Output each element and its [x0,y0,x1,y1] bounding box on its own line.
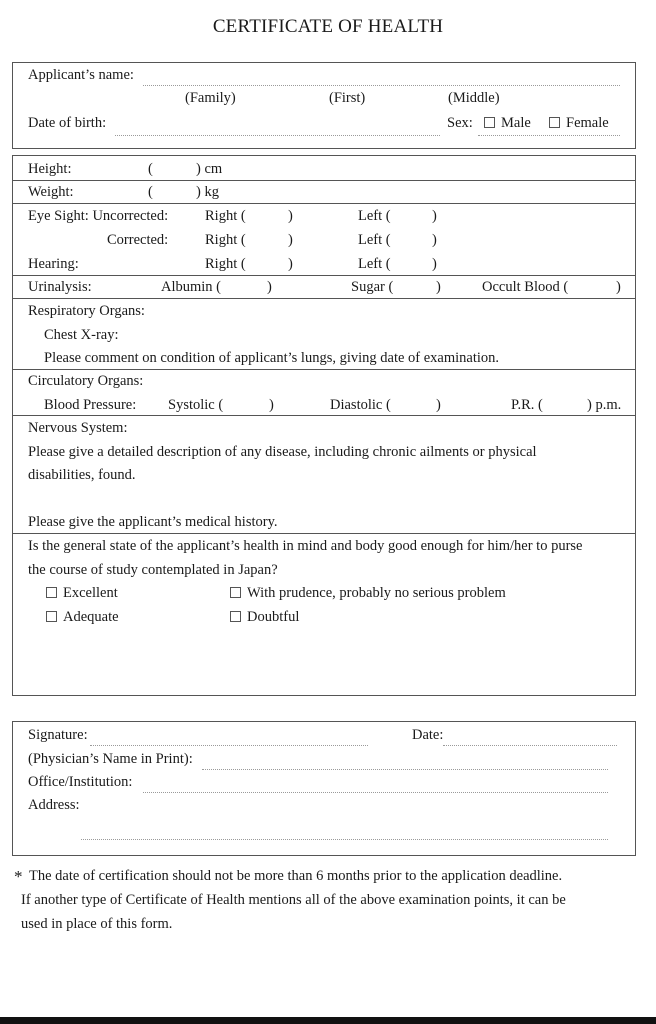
divider [12,203,636,204]
option-doubtful[interactable] [230,609,299,626]
address-label: Address: [28,797,80,813]
nervous-system-label: Nervous System: [28,420,128,436]
chest-xray-label: Chest X-ray: [44,327,119,343]
doubtful-checkbox[interactable] [230,611,241,622]
with-prudence-label: With prudence, probably no serious problem [247,585,506,601]
asterisk-icon: * [14,867,23,886]
eyesight-uncorrected-label: Eye Sight: Uncorrected: [28,208,169,224]
hearing-right-close: ) [288,256,293,272]
dob-field[interactable] [115,135,440,136]
height-field[interactable] [155,161,195,178]
option-excellent[interactable] [46,585,118,602]
date-field[interactable] [443,745,617,746]
eyesight-corrected-label: Corrected: [107,232,169,248]
applicant-name-label: Applicant’s name: [28,67,134,83]
eyesight-corrected-left: Left ( [358,232,391,248]
physician-name-label: (Physician’s Name in Print): [28,751,193,767]
diastolic-close: ) [436,397,441,413]
male-label: Male [501,115,531,131]
blood-pressure-label: Blood Pressure: [44,397,137,413]
albumin-label: Albumin ( [161,279,222,295]
signature-label: Signature: [28,727,88,743]
sex-option-male[interactable] [484,115,531,132]
eyesight-corrected-left-close: ) [432,232,437,248]
adequate-checkbox[interactable] [46,611,57,622]
height-open-paren: ( [148,161,153,177]
respiratory-label: Respiratory Organs: [28,303,145,319]
eyesight-uncorrected-left: Left ( [358,208,391,224]
with-prudence-checkbox[interactable] [230,587,241,598]
eyesight-uncorrected-left-close: ) [432,208,437,224]
male-checkbox[interactable] [484,117,495,128]
note-line3: used in place of this form. [21,916,173,932]
height-unit: ) cm [196,161,223,177]
general-question-line2: the course of study contemplated in Japan? [28,562,278,578]
general-question-line1: Is the general state of the applicant’s health in mind and body good enough for him/her to purse [28,538,583,554]
sugar-close: ) [436,279,441,295]
female-checkbox[interactable] [549,117,560,128]
weight-unit: ) kg [196,184,219,200]
office-label: Office/Institution: [28,774,133,790]
dob-label: Date of birth: [28,115,107,131]
pulse-rate-label: P.R. ( [511,397,543,413]
systolic-label: Systolic ( [168,397,224,413]
note-line1: The date of certification should not be more than 6 months prior to the application deadline. [29,868,563,884]
eyesight-corrected-right: Right ( [205,232,246,248]
excellent-checkbox[interactable] [46,587,57,598]
hearing-left-close: ) [432,256,437,272]
lungs-comment-instruction: Please comment on condition of applicant’s lungs, giving date of examination. [44,350,500,366]
sugar-label: Sugar ( [351,279,394,295]
divider [12,275,636,276]
hearing-right: Right ( [205,256,246,272]
sex-option-female[interactable] [549,115,609,132]
disease-description-line2: disabilities, found. [28,467,136,483]
occult-blood-label: Occult Blood ( [482,279,569,295]
divider [12,415,636,416]
address-field[interactable] [81,839,608,840]
page-title: CERTIFICATE OF HEALTH [212,16,444,37]
urinalysis-label: Urinalysis: [28,279,92,295]
option-with-prudence[interactable] [230,585,506,602]
medical-history-instruction: Please give the applicant’s medical history. [28,514,278,530]
occult-blood-close: ) [616,279,621,295]
note-line2: If another type of Certificate of Health mentions all of the above examination points, it can be [21,892,566,908]
disease-description-line1: Please give a detailed description of any disease, including chronic ailments or physical [28,444,537,460]
sex-label: Sex: [447,115,473,131]
applicant-name-field[interactable] [143,85,620,86]
divider [12,298,636,299]
option-adequate[interactable] [46,609,119,626]
office-field[interactable] [143,792,608,793]
adequate-label: Adequate [63,609,119,625]
divider [12,533,636,534]
bottom-bar [0,1017,656,1024]
physician-name-field[interactable] [202,769,608,770]
eyesight-corrected-right-close: ) [288,232,293,248]
excellent-label: Excellent [63,585,118,601]
circulatory-label: Circulatory Organs: [28,373,144,389]
height-label: Height: [28,161,72,177]
weight-open-paren: ( [148,184,153,200]
diastolic-label: Diastolic ( [330,397,391,413]
first-label: (First) [329,90,366,106]
pulse-rate-unit: ) p.m. [587,397,622,413]
sex-field-line [478,135,620,136]
signature-field[interactable] [90,745,368,746]
hearing-label: Hearing: [28,256,79,272]
female-label: Female [566,115,609,131]
divider [12,180,636,181]
middle-label: (Middle) [448,90,500,106]
date-label: Date: [412,727,444,743]
systolic-close: ) [269,397,274,413]
weight-field[interactable] [155,184,195,201]
doubtful-label: Doubtful [247,609,300,625]
eyesight-uncorrected-right-close: ) [288,208,293,224]
divider [12,369,636,370]
family-label: (Family) [185,90,236,106]
eyesight-uncorrected-right: Right ( [205,208,246,224]
albumin-close: ) [267,279,272,295]
weight-label: Weight: [28,184,74,200]
hearing-left: Left ( [358,256,391,272]
